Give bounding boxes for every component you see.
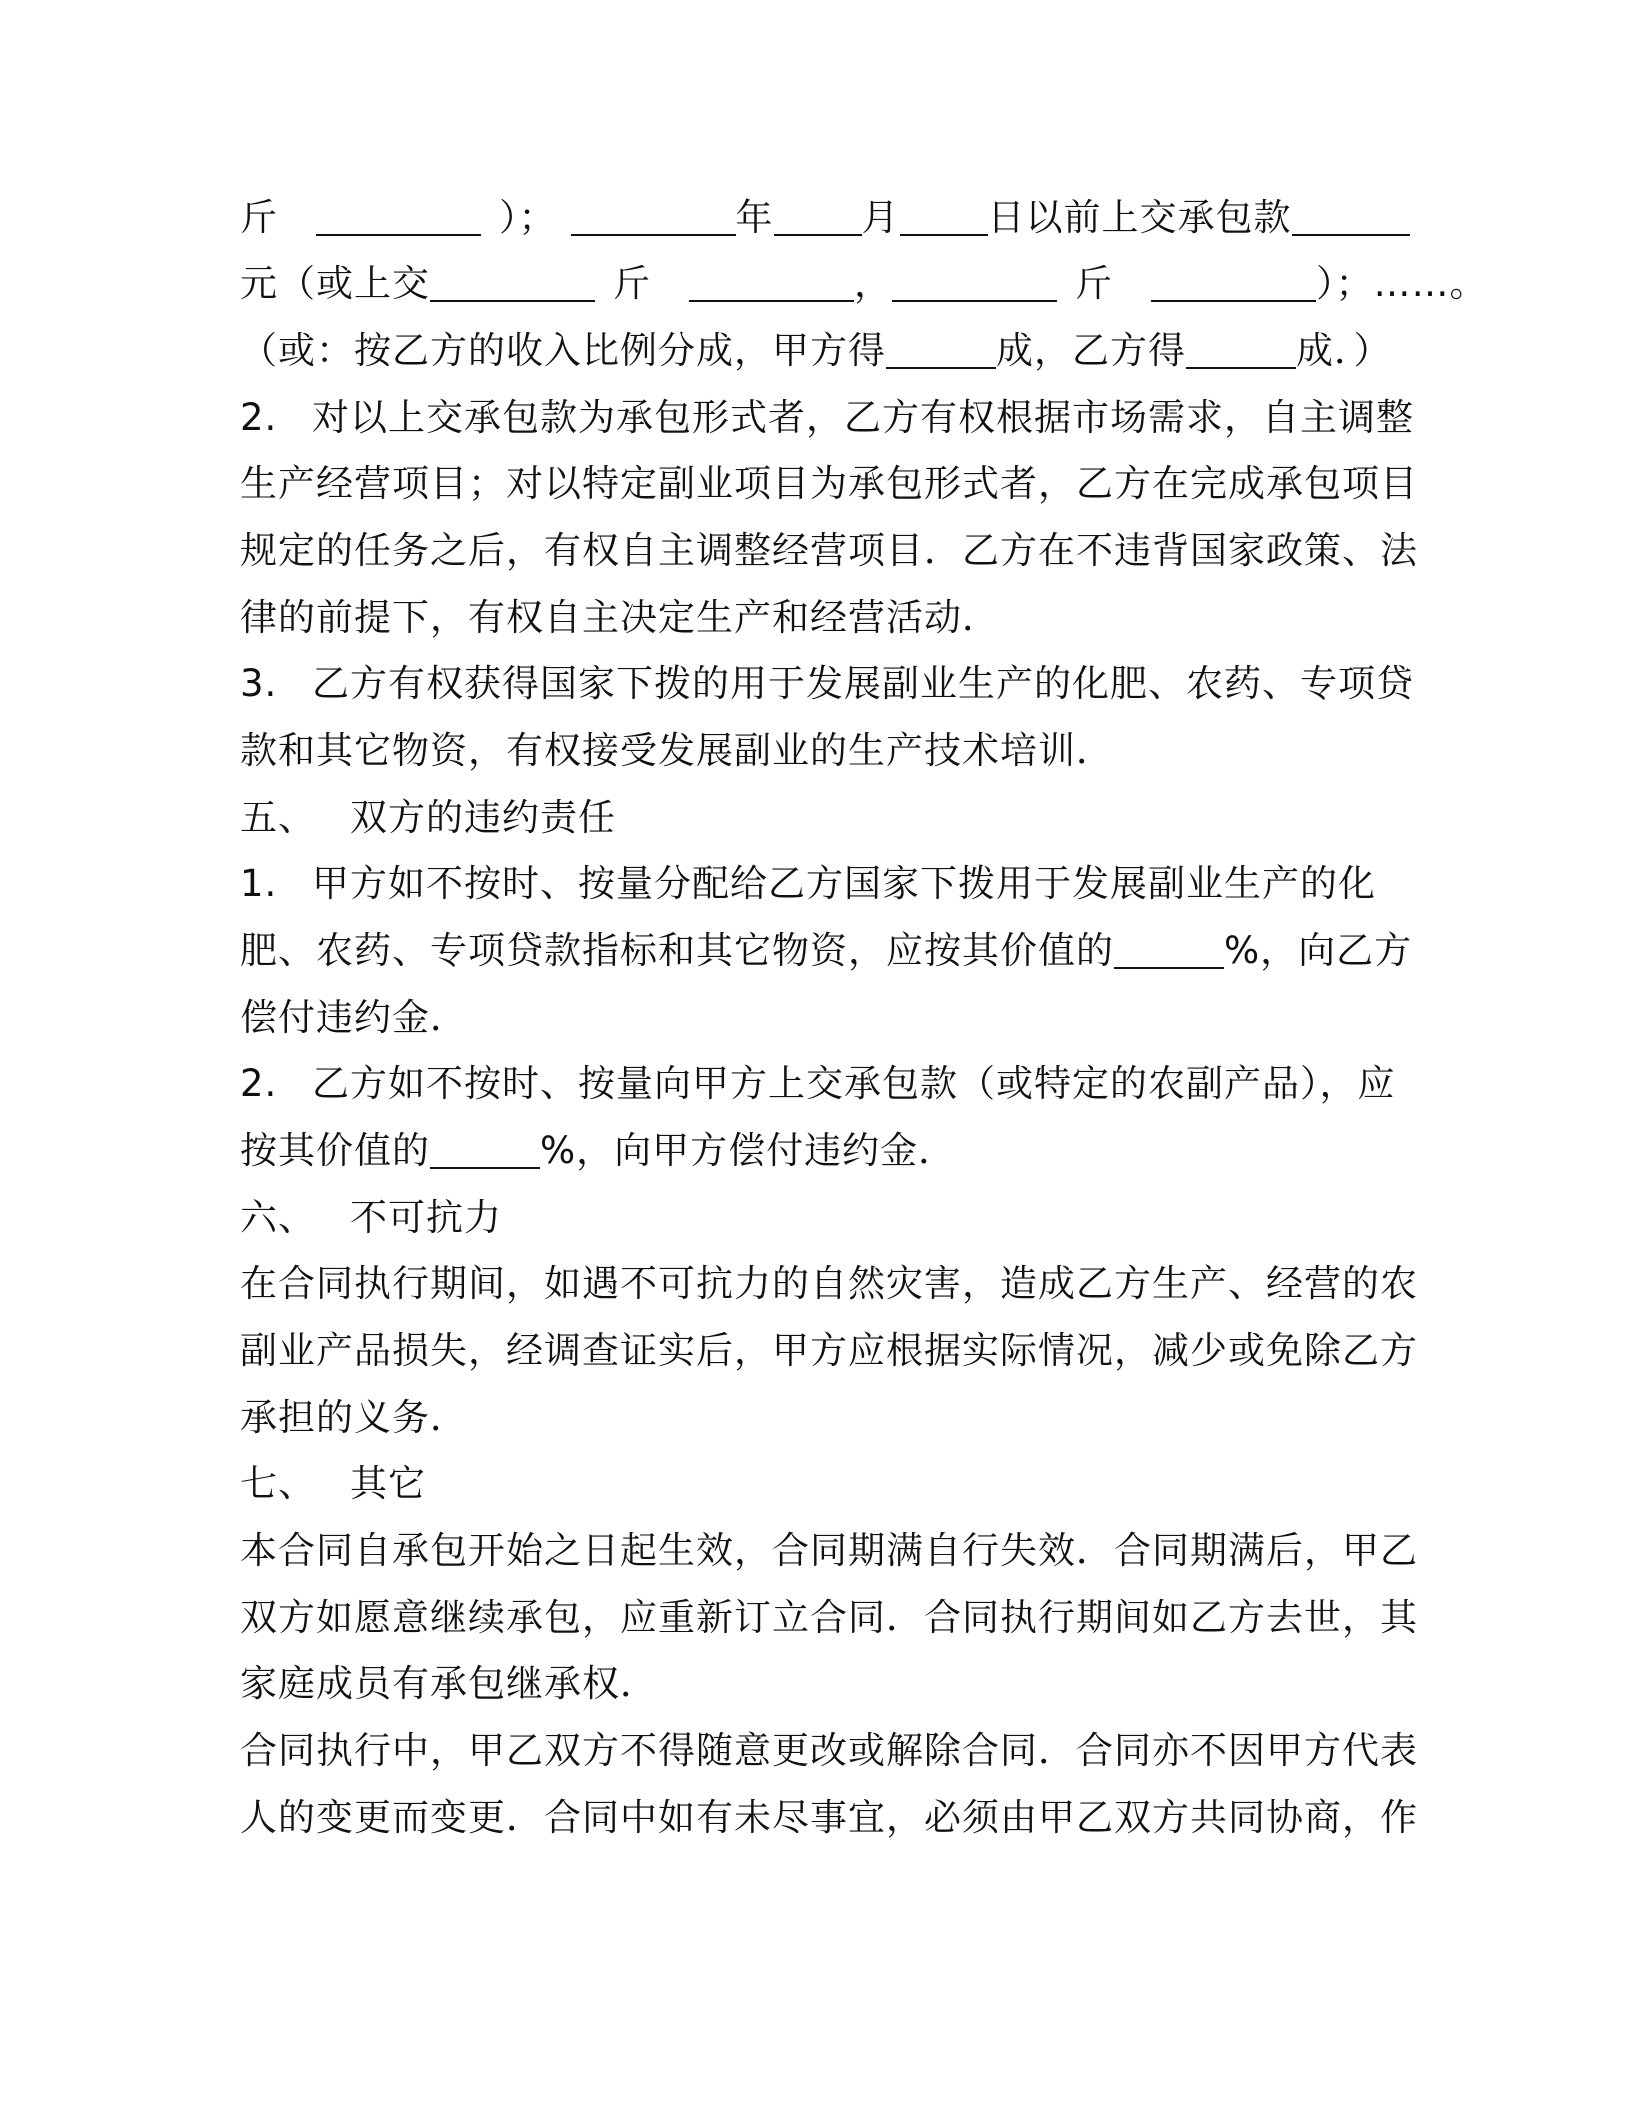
paragraph-text: 生产经营项目；对以特定副业项目为承包形式者，乙方在完成承包项目 [240, 462, 1418, 505]
blank-field [571, 194, 736, 236]
paragraph-text: 律的前提下，有权自主决定生产和经营活动． [240, 596, 1000, 639]
text-jin-2: 斤 [613, 262, 651, 305]
paragraph-text: 按其价值的 [240, 1129, 430, 1172]
section-number: 七、 [240, 1462, 316, 1505]
paragraph-text: 乙方如不按时、按量向甲方上交承包款（或特定的农副产品），应 [312, 1062, 1396, 1105]
section-number: 五、 [240, 796, 316, 839]
blank-field [886, 327, 996, 369]
blank-field [689, 260, 854, 302]
text-share-clause: （或：按乙方的收入比例分成，甲方得 [240, 329, 886, 372]
blank-field [892, 260, 1057, 302]
text-close-ellipsis: ）；……。 [1316, 262, 1488, 305]
item-number: 2. [240, 396, 278, 439]
text-comma: ， [854, 262, 892, 305]
contract-line-9 [240, 723, 1390, 779]
contract-line-15 [240, 1123, 1390, 1179]
paragraph-text: 本合同自承包开始之日起生效，合同期满自行失效．合同期满后，甲乙 [240, 1529, 1418, 1572]
paragraph-text: 甲方如不按时、按量分配给乙方国家下拨用于发展副业生产的化 [312, 862, 1376, 905]
paragraph-text: 乙方有权获得国家下拨的用于发展副业生产的化肥、农药、专项贷 [312, 662, 1414, 705]
section-heading-7 [240, 1456, 1390, 1512]
contract-line-13 [240, 990, 1390, 1046]
paragraph-text: 规定的任务之后，有权自主调整经营项目．乙方在不违背国家政策、法 [240, 529, 1418, 572]
text-jin-1: 斤 [240, 196, 278, 239]
contract-line-18 [240, 1323, 1418, 1379]
contract-line-24 [240, 1723, 1418, 1779]
paragraph-text: 人的变更而变更．合同中如有未尽事宜，必须由甲乙双方共同协商，作 [240, 1796, 1418, 1839]
contract-line-6 [240, 523, 1418, 579]
text-month: 月 [861, 196, 900, 239]
blank-field [316, 194, 481, 236]
text-yuan-or: 元（或上交 [240, 262, 430, 305]
text-close-paren: ）； [499, 196, 557, 239]
contract-line-5 [240, 456, 1418, 512]
text-year: 年 [735, 196, 774, 239]
paragraph-text: 副业产品损失，经调查证实后，甲方应根据实际情况，减少或免除乙方 [240, 1329, 1418, 1372]
section-title: 其它 [350, 1462, 426, 1505]
contract-line-3 [240, 323, 1390, 379]
paragraph-text: 偿付违约金． [240, 996, 468, 1039]
contract-line-2 [240, 256, 1488, 312]
contract-line-23 [240, 1656, 1390, 1712]
text-share-b: 成，乙方得 [996, 329, 1186, 372]
text-day-deadline: 日以前上交承包款 [987, 196, 1292, 239]
section-heading-6 [240, 1190, 1390, 1246]
contract-line-7 [240, 590, 1390, 646]
paragraph-text: 在合同执行期间，如遇不可抗力的自然灾害，造成乙方生产、经营的农 [240, 1262, 1418, 1305]
blank-field [1186, 327, 1296, 369]
section-title: 双方的违约责任 [350, 796, 616, 839]
contract-line-21 [240, 1523, 1418, 1579]
contract-line-4 [240, 390, 1414, 446]
paragraph-text: 对以上交承包款为承包形式者，乙方有权根据市场需求，自主调整 [312, 396, 1414, 439]
paragraph-text: %，向乙方 [1224, 929, 1413, 972]
contract-line-12 [240, 923, 1413, 979]
text-share-end: 成．） [1296, 329, 1392, 372]
contract-line-14 [240, 1056, 1396, 1112]
blank-field [1151, 260, 1316, 302]
item-number: 3. [240, 662, 278, 705]
blank-field [1114, 927, 1224, 969]
contract-line-25 [240, 1790, 1418, 1846]
paragraph-text: 合同执行中，甲乙双方不得随意更改或解除合同．合同亦不因甲方代表 [240, 1729, 1418, 1772]
contract-line-17 [240, 1256, 1418, 1312]
blank-field [430, 260, 595, 302]
section-title: 不可抗力 [350, 1196, 502, 1239]
contract-line-22 [240, 1590, 1418, 1646]
paragraph-text: 双方如愿意继续承包，应重新订立合同．合同执行期间如乙方去世，其 [240, 1596, 1418, 1639]
blank-field [1292, 194, 1410, 236]
contract-line-8 [240, 656, 1414, 712]
paragraph-text: %，向甲方偿付违约金． [540, 1129, 957, 1172]
contract-line-11 [240, 856, 1390, 912]
paragraph-text: 款和其它物资，有权接受发展副业的生产技术培训． [240, 729, 1114, 772]
section-heading-5 [240, 790, 1390, 846]
paragraph-text: 家庭成员有承包继承权． [240, 1662, 658, 1705]
contract-line-19 [240, 1390, 1390, 1446]
blank-field [430, 1127, 540, 1169]
section-number: 六、 [240, 1196, 316, 1239]
blank-field [774, 194, 862, 236]
blank-field [900, 194, 988, 236]
paragraph-text: 承担的义务． [240, 1396, 468, 1439]
paragraph-text: 肥、农药、专项贷款指标和其它物资，应按其价值的 [240, 929, 1114, 972]
item-number: 1. [240, 862, 278, 905]
text-jin-3: 斤 [1075, 262, 1113, 305]
contract-line-1 [240, 190, 1390, 246]
item-number: 2. [240, 1062, 278, 1105]
